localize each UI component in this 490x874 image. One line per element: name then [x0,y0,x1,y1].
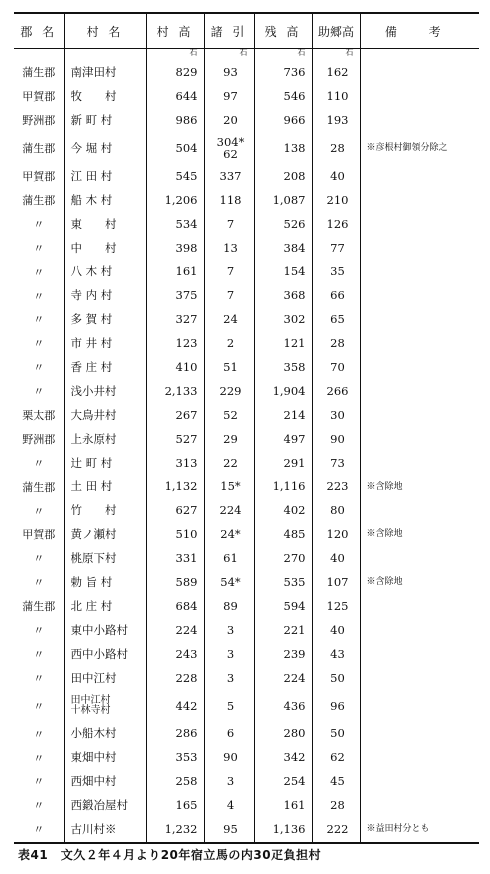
cell-gun: 甲賀郡 [22,528,56,542]
cell-zandaka: 161 [254,794,312,818]
cell-murataka: 2,133 [146,380,204,404]
table-body [14,49,479,843]
cell-shobiki: 97 [204,85,254,109]
cell-mura: 香 庄 村 [64,356,146,380]
cell-zandaka: 224 [254,666,312,690]
cell-gun: 〃 [33,265,45,279]
cell-zandaka: 402 [254,499,312,523]
cell-biko: ※益田村分とも [360,818,479,843]
cell-zandaka: 535 [254,571,312,595]
cell-biko [360,619,479,643]
cell-sukego: 40 [312,547,360,571]
cell-mura: 勅 旨 村 [64,571,146,595]
cell-shobiki: 7 [204,212,254,236]
cell-zandaka: 239 [254,642,312,666]
table-row [14,571,479,595]
cell-zandaka: 1,136 [254,818,312,843]
cell-gun: 〃 [33,727,45,741]
cell-biko: ※含除地 [360,475,479,499]
cell-mura: 市 井 村 [64,332,146,356]
table-row [14,690,479,722]
cell-shobiki: 29 [204,427,254,451]
cell-shobiki: 24* [204,523,254,547]
unit-label: 石 [254,49,312,62]
unit-empty [64,49,146,62]
cell-mura: 古川村※ [64,818,146,843]
cell-shobiki: 95 [204,818,254,843]
cell-shobiki: 3 [204,642,254,666]
unit-empty [14,49,64,62]
cell-murataka: 286 [146,722,204,746]
cell-sukego: 35 [312,260,360,284]
cell-sukego: 40 [312,619,360,643]
cell-biko [360,451,479,475]
cell-biko [360,165,479,189]
cell-biko [360,746,479,770]
cell-zandaka: 736 [254,61,312,85]
cell-zandaka: 1,116 [254,475,312,499]
cell-mura: 浅小井村 [64,380,146,404]
cell-murataka: 684 [146,595,204,619]
cell-biko [360,666,479,690]
table-row [14,475,479,499]
table-row [14,284,479,308]
cell-zandaka: 497 [254,427,312,451]
table-row [14,109,479,133]
table-row [14,746,479,770]
cell-murataka: 527 [146,427,204,451]
cell-gun: 甲賀郡 [22,170,56,184]
cell-murataka: 644 [146,85,204,109]
cell-sukego: 28 [312,332,360,356]
cell-sukego: 80 [312,499,360,523]
header-mura: 村 名 [64,13,146,49]
table-row [14,642,479,666]
table-row [14,308,479,332]
cell-mura: 小船木村 [64,722,146,746]
table-row [14,722,479,746]
cell-shobiki: 15* [204,475,254,499]
cell-mura: 新 町 村 [64,109,146,133]
cell-sukego: 266 [312,380,360,404]
cell-biko [360,236,479,260]
cell-biko: ※彦根村御領分除之 [360,133,479,165]
village-burden-table [14,12,479,844]
cell-gun: 〃 [33,552,45,566]
cell-shobiki: 13 [204,236,254,260]
table-row [14,619,479,643]
cell-mura-line2: 十林寺村 [70,705,111,717]
cell-gun: 〃 [33,241,45,255]
header-zandaka: 残 高 [254,13,312,49]
cell-zandaka: 214 [254,404,312,428]
table-row [14,212,479,236]
table-row [14,61,479,85]
cell-gun: 蒲生郡 [22,66,56,80]
cell-zandaka: 208 [254,165,312,189]
cell-gun: 蒲生郡 [22,194,56,207]
cell-sukego: 66 [312,284,360,308]
cell-zandaka: 1,087 [254,189,312,213]
table-row [14,189,479,213]
table-row [14,165,479,189]
cell-biko [360,85,479,109]
cell-zandaka: 280 [254,722,312,746]
cell-zandaka: 358 [254,356,312,380]
cell-biko [360,595,479,619]
cell-sukego: 28 [312,794,360,818]
cell-gun: 〃 [33,313,45,327]
cell-murataka: 375 [146,284,204,308]
cell-shobiki: 7 [204,284,254,308]
cell-murataka: 545 [146,165,204,189]
cell-biko [360,690,479,722]
cell-biko [360,404,479,428]
cell-zandaka: 594 [254,595,312,619]
cell-sukego: 70 [312,356,360,380]
cell-sukego: 90 [312,427,360,451]
cell-murataka: 829 [146,61,204,85]
cell-mura: 東中小路村 [64,619,146,643]
cell-gun: 〃 [33,647,45,661]
cell-shobiki: 52 [204,404,254,428]
table-row [14,260,479,284]
cell-shobiki: 337 [204,165,254,189]
cell-biko [360,109,479,133]
cell-shobiki: 3 [204,666,254,690]
cell-mura: 江 田 村 [64,165,146,189]
cell-mura: 土 田 村 [64,475,146,499]
cell-shobiki: 6 [204,722,254,746]
cell-gun: 〃 [33,289,45,303]
cell-mura: 黄ノ瀬村 [64,523,146,547]
cell-gun: 蒲生郡 [22,600,56,614]
cell-mura: 辻 町 村 [64,451,146,475]
cell-gun: 野洲郡 [22,432,56,446]
cell-biko [360,770,479,794]
table-row [14,380,479,404]
cell-mura: 西畑中村 [64,770,146,794]
cell-shobiki: 3 [204,619,254,643]
cell-biko [360,794,479,818]
cell-gun: 〃 [33,823,45,837]
cell-shobiki: 20 [204,109,254,133]
cell-shobiki: 22 [204,451,254,475]
cell-murataka: 258 [146,770,204,794]
cell-mura: 北 庄 村 [64,595,146,619]
cell-gun: 〃 [33,504,45,518]
cell-gun: 蒲生郡 [22,142,56,156]
cell-sukego: 40 [312,165,360,189]
cell-sukego: 30 [312,404,360,428]
cell-gun: 蒲生郡 [22,480,56,494]
cell-murataka: 228 [146,666,204,690]
unit-empty [360,49,479,62]
cell-biko [360,380,479,404]
cell-murataka: 986 [146,109,204,133]
cell-biko [360,642,479,666]
cell-mura: 東畑中村 [64,746,146,770]
table-caption: 表41 文久２年４月より20年宿立馬の内30疋負担村 [18,848,322,862]
cell-shobiki: 2 [204,332,254,356]
cell-biko [360,284,479,308]
cell-shobiki-line2: 62 [223,147,238,162]
table-row [14,499,479,523]
cell-zandaka: 154 [254,260,312,284]
cell-mura: 桃原下村 [64,547,146,571]
cell-gun: 〃 [33,624,45,638]
cell-shobiki: 224 [204,499,254,523]
cell-murataka: 534 [146,212,204,236]
cell-murataka: 589 [146,571,204,595]
unit-label: 石 [204,49,254,62]
table-row [14,427,479,451]
cell-mura: 大鳥井村 [64,404,146,428]
cell-sukego: 50 [312,666,360,690]
cell-sukego: 96 [312,690,360,722]
cell-gun: 〃 [33,337,45,351]
cell-mura: 西中小路村 [64,642,146,666]
table-row [14,404,479,428]
cell-mura: 田中江村 [64,666,146,690]
cell-murataka: 161 [146,260,204,284]
cell-shobiki: 90 [204,746,254,770]
cell-murataka: 123 [146,332,204,356]
cell-zandaka: 302 [254,308,312,332]
cell-zandaka: 526 [254,212,312,236]
cell-gun: 甲賀郡 [22,90,56,104]
cell-sukego: 125 [312,595,360,619]
cell-biko [360,260,479,284]
cell-biko [360,722,479,746]
cell-murataka: 331 [146,547,204,571]
table-row [14,451,479,475]
cell-murataka: 510 [146,523,204,547]
cell-biko [360,427,479,451]
cell-shobiki: 118 [204,189,254,213]
cell-sukego: 28 [312,133,360,165]
cell-zandaka: 221 [254,619,312,643]
cell-zandaka: 270 [254,547,312,571]
cell-sukego: 107 [312,571,360,595]
cell-biko [360,189,479,213]
table-row [14,818,479,843]
cell-shobiki: 89 [204,595,254,619]
cell-sukego: 126 [312,212,360,236]
cell-gun: 〃 [33,671,45,685]
cell-shobiki: 4 [204,794,254,818]
cell-shobiki: 5 [204,690,254,722]
cell-zandaka: 485 [254,523,312,547]
table-row [14,133,479,165]
cell-mura: 東 村 [64,212,146,236]
cell-sukego: 45 [312,770,360,794]
cell-murataka: 1,232 [146,818,204,843]
cell-biko [360,212,479,236]
cell-murataka: 243 [146,642,204,666]
cell-sukego: 110 [312,85,360,109]
table-row [14,794,479,818]
cell-zandaka: 384 [254,236,312,260]
cell-murataka: 504 [146,133,204,165]
header-murataka: 村 高 [146,13,204,49]
cell-zandaka: 254 [254,770,312,794]
cell-mura: 今 堀 村 [64,133,146,165]
cell-murataka: 327 [146,308,204,332]
cell-mura: 多 賀 村 [64,308,146,332]
unit-row [14,49,479,62]
cell-murataka: 398 [146,236,204,260]
header-row [14,13,479,49]
cell-sukego: 222 [312,818,360,843]
cell-biko [360,308,479,332]
cell-zandaka: 436 [254,690,312,722]
cell-mura: 寺 内 村 [64,284,146,308]
cell-biko [360,547,479,571]
cell-zandaka: 342 [254,746,312,770]
cell-sukego: 162 [312,61,360,85]
table-row [14,666,479,690]
cell-gun: 〃 [33,576,45,590]
cell-sukego: 65 [312,308,360,332]
header-shobiki: 諸 引 [204,13,254,49]
cell-sukego: 43 [312,642,360,666]
cell-mura: 西鍛冶屋村 [64,794,146,818]
cell-gun: 〃 [33,385,45,399]
cell-murataka: 1,206 [146,189,204,213]
cell-mura: 牧 村 [64,85,146,109]
cell-shobiki-line1: 304* [216,135,245,150]
cell-sukego: 73 [312,451,360,475]
cell-gun: 野洲郡 [22,114,56,128]
cell-shobiki: 51 [204,356,254,380]
cell-zandaka: 368 [254,284,312,308]
cell-gun: 〃 [33,361,45,375]
cell-mura-line1: 田中江村 [70,694,111,706]
cell-zandaka: 291 [254,451,312,475]
table-row [14,547,479,571]
cell-gun: 〃 [33,699,45,713]
cell-biko [360,499,479,523]
table-row [14,85,479,109]
cell-biko [360,332,479,356]
cell-biko: ※含除地 [360,523,479,547]
header-biko: 備 考 [360,13,479,49]
cell-sukego: 120 [312,523,360,547]
cell-biko: ※含除地 [360,571,479,595]
cell-murataka: 353 [146,746,204,770]
cell-gun: 〃 [33,799,45,813]
cell-sukego: 62 [312,746,360,770]
cell-murataka: 267 [146,404,204,428]
cell-murataka: 627 [146,499,204,523]
cell-gun: 〃 [33,751,45,765]
table-row [14,770,479,794]
cell-gun: 〃 [33,775,45,789]
unit-label: 石 [146,49,204,62]
cell-murataka: 410 [146,356,204,380]
unit-label: 石 [312,49,360,62]
cell-shobiki [204,133,254,165]
table-row [14,595,479,619]
cell-zandaka: 966 [254,109,312,133]
cell-gun: 〃 [33,217,45,231]
cell-mura: 竹 村 [64,499,146,523]
cell-mura: 上永原村 [64,427,146,451]
table-row [14,236,479,260]
cell-mura: 船 木 村 [64,189,146,213]
header-sukego: 助郷高 [312,13,360,49]
cell-mura: 八 木 村 [64,260,146,284]
cell-murataka: 224 [146,619,204,643]
cell-shobiki: 7 [204,260,254,284]
table-page [14,12,479,844]
cell-gun: 栗太郡 [22,409,56,423]
cell-biko [360,61,479,85]
cell-sukego: 223 [312,475,360,499]
table-row [14,523,479,547]
cell-shobiki: 229 [204,380,254,404]
cell-murataka: 1,132 [146,475,204,499]
cell-shobiki: 24 [204,308,254,332]
table-row [14,356,479,380]
cell-shobiki: 93 [204,61,254,85]
cell-mura [64,690,146,722]
cell-zandaka: 138 [254,133,312,165]
cell-mura: 中 村 [64,236,146,260]
cell-murataka: 313 [146,451,204,475]
cell-mura: 南津田村 [64,61,146,85]
cell-murataka: 442 [146,690,204,722]
cell-gun: 〃 [33,456,45,470]
cell-shobiki: 61 [204,547,254,571]
cell-sukego: 210 [312,189,360,213]
cell-zandaka: 546 [254,85,312,109]
cell-sukego: 193 [312,109,360,133]
cell-sukego: 77 [312,236,360,260]
cell-biko [360,356,479,380]
header-gun: 郡 名 [14,13,64,49]
table-row [14,332,479,356]
cell-shobiki: 54* [204,571,254,595]
cell-zandaka: 1,904 [254,380,312,404]
cell-zandaka: 121 [254,332,312,356]
cell-sukego: 50 [312,722,360,746]
cell-shobiki: 3 [204,770,254,794]
cell-murataka: 165 [146,794,204,818]
